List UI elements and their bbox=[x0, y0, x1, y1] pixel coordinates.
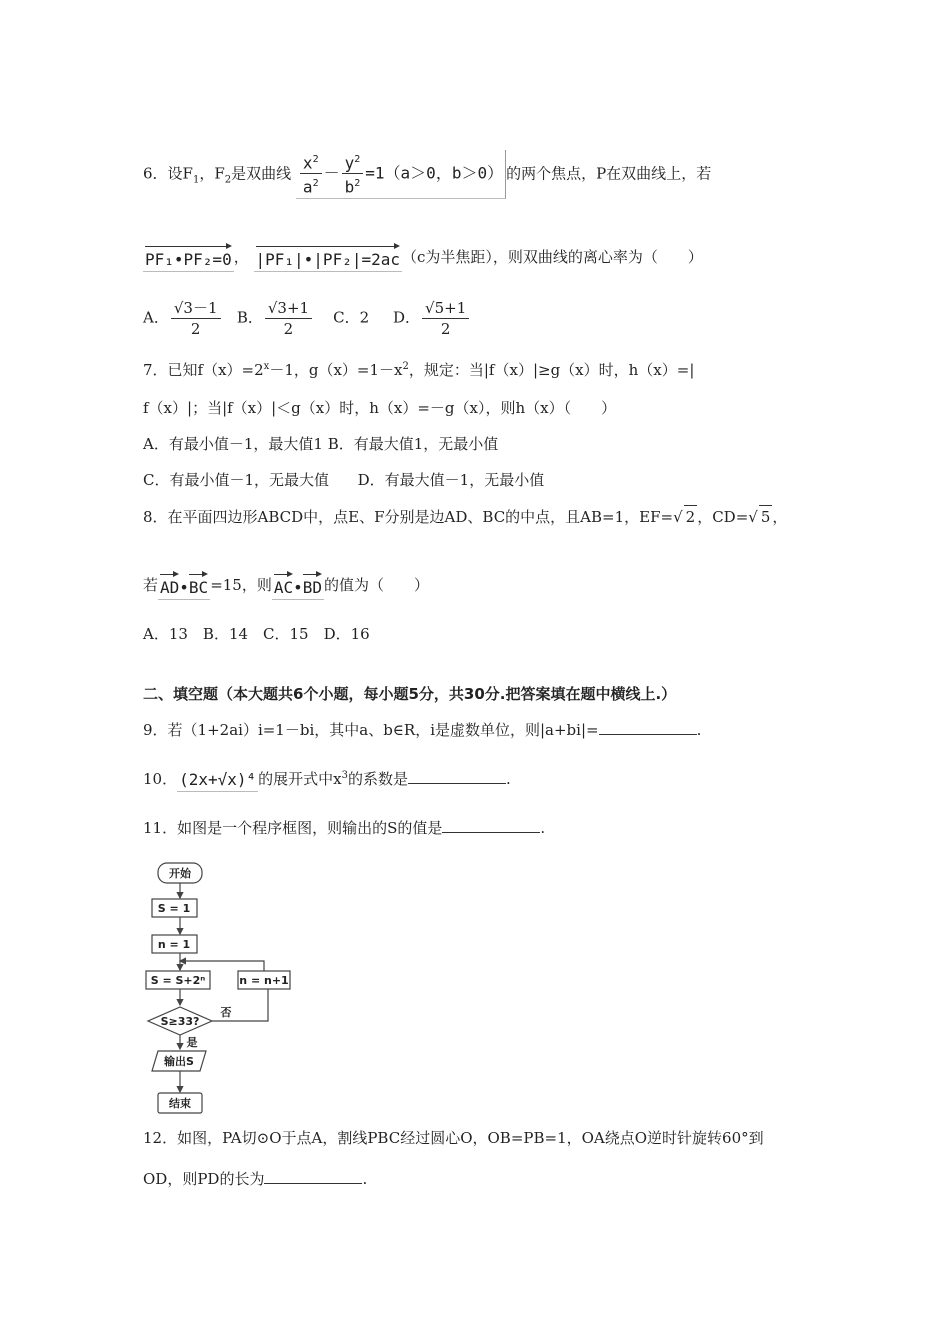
q8-line1: 8．在平面四边形ABCD中，点E、F分别是边AD、BC的中点，且AB=1，EF=√ 2 ，CD=√ 5 ， bbox=[143, 505, 787, 528]
q7-line2: f（x）|；当|f（x）|＜g（x）时，h（x）=－g（x），则h（x）（ ） bbox=[143, 399, 617, 417]
flow-s-init-text: S = 1 bbox=[157, 902, 191, 915]
flow-no-label: 否 bbox=[220, 1006, 232, 1019]
flow-start-text: 开始 bbox=[169, 867, 191, 880]
option-d-fraction: $\frac{√5+1}{2}$ bbox=[422, 298, 469, 339]
q12-line1: 12．如图，PA切⊙O于点A，割线PBC经过圆心O，OB=PB=1，OA绕点O逆时针旋转60°到 bbox=[143, 1129, 764, 1147]
q11-answer-blank[interactable] bbox=[442, 818, 540, 833]
q12-answer-blank[interactable] bbox=[264, 1169, 362, 1184]
q6-line1: 6．设$F_1$，$F_2$是双曲线 $\frac{x^2}{a^2}$ － $\frac{y^2}{b^2}$ =1（a＞0，b＞0） 的两个焦点，P在双曲线上，若 bbox=[143, 150, 711, 199]
flow-s-update-text: S = S+2ⁿ bbox=[150, 974, 206, 987]
q9-line: 9．若（1+2ai）i=1－bi，其中a、b∈R，i是虚数单位，则|a+bi|= . bbox=[143, 721, 702, 739]
section-2-title: 二、填空题（本大题共6个小题，每小题5分，共30分.把答案填在题中横线上.） bbox=[143, 685, 677, 703]
binomial-expression: (2x+√x)⁴ bbox=[177, 769, 258, 792]
flow-condition-text: S≥33? bbox=[160, 1015, 200, 1028]
hyperbola-equation: $\frac{x^2}{a^2}$ － $\frac{y^2}{b^2}$ =1（a＞0，b＞0） bbox=[296, 150, 506, 199]
flow-end-text: 结束 bbox=[169, 1097, 191, 1110]
option-b-fraction: $\frac{√3+1}{2}$ bbox=[265, 298, 312, 339]
q12-line2: OD，则PD的长为 . bbox=[143, 1170, 368, 1188]
flow-n-update-text: n = n+1 bbox=[239, 974, 289, 987]
vector-product-ac-bd: AC•BD bbox=[272, 572, 324, 600]
q8-line2: 若 AD•BC =15，则 AC•BD 的值为（ ） bbox=[143, 572, 429, 600]
flow-n-init-text: n = 1 bbox=[157, 938, 191, 951]
option-a-fraction: $\frac{√3-1}{2}$ bbox=[171, 298, 221, 339]
q9-answer-blank[interactable] bbox=[599, 720, 697, 735]
vector-product-ad-bc: AD•BC bbox=[158, 572, 210, 600]
flow-output-text: 输出S bbox=[164, 1055, 194, 1068]
q10-line: 10． (2x+√x)⁴ 的展开式中$x^3$的系数是 . bbox=[143, 765, 511, 792]
program-flowchart bbox=[140, 855, 310, 1120]
magnitude-condition: |PF₁|•|PF₂|=2ac bbox=[254, 244, 403, 272]
flow-yes-label: 是 bbox=[186, 1036, 198, 1049]
q11-line: 11．如图是一个程序框图，则输出的S的值是 . bbox=[143, 819, 546, 837]
q6-line2: PF₁•PF₂=0 ， |PF₁|•|PF₂|=2ac （c为半焦距），则双曲线的离心率为（ ） bbox=[143, 244, 703, 272]
dot-product-condition: PF₁•PF₂=0 bbox=[143, 244, 234, 272]
q7-options-cd: C．有最小值－1，无最大值 D．有最大值－1，无最小值 bbox=[143, 471, 545, 489]
q6-options: A． $\frac{√3-1}{2}$ B． $\frac{√3+1}{2}$ C．2 D． $\frac{√5+1}{2}$ bbox=[143, 298, 471, 339]
q10-answer-blank[interactable] bbox=[408, 769, 506, 784]
q7-line1: 7．已知$f(x)=2^x-1$，$g(x)=1-x^2$，规定：当|f（x）|≥g（x）时，h（x）=| bbox=[143, 361, 695, 379]
q8-options: A．13 B．14 C．15 D．16 bbox=[143, 625, 370, 643]
q7-options-ab: A．有最小值－1，最大值1 B．有最大值1，无最小值 bbox=[143, 435, 499, 453]
